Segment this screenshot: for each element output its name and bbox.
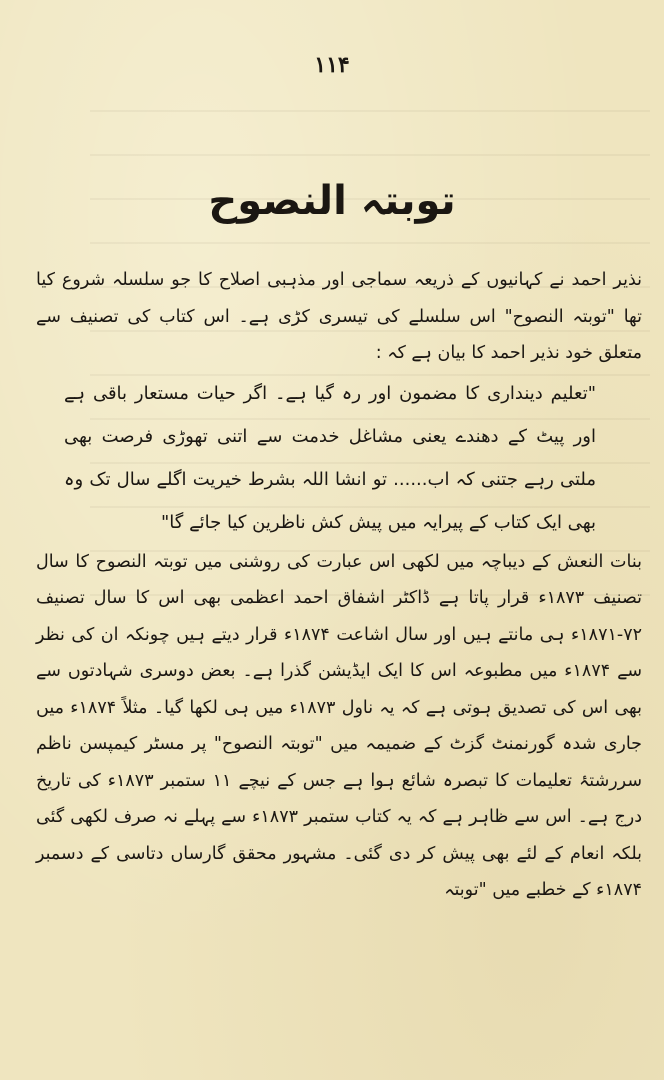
body-text xyxy=(36,262,642,909)
chapter-title: توبتہ النصوح xyxy=(208,178,456,224)
page-number: ۱۱۴ xyxy=(314,52,350,78)
main-paragraph: بنات النعش کے دیباچہ میں لکھی اس عبارت کی روشنی میں توبتہ النصوح کا سال تصنیف ۱۸۷۳ء قرار پاتا ہے ڈاکٹر اشفاق احمد اعظمی بھی اس کا سال تصنیف ۷۲-۱۸۷۱ء ہی مانتے ہیں اور سال اشاعت ۱۸۷۴ء قرار دیتے ہیں چونکہ ان کی نظر سے ۱۸۷۴ء میں مطبوعہ اس کا ایک ایڈیشن گذرا ہے۔ بعض دوسری شہادتوں سے بھی اس کی تصدیق ہوتی ہے کہ یہ ناول ۱۸۷۳ء میں ہی لکھا گیا۔ مثلاً ۱۸۷۴ء میں جاری شدہ گورنمنٹ گزٹ کے ضمیمہ میں "توبتہ النصوح" پر مسٹر کیمپسن ناظم سررشتۂ تعلیمات کا تبصرہ شائع ہوا ہے جس کے نیچے ۱۱ ستمبر ۱۸۷۳ء کی تاریخ درج ہے۔ اس سے ظاہر ہے کہ یہ کتاب ستمبر ۱۸۷۳ء سے پہلے نہ صرف لکھی گئی بلکہ انعام کے لئے بھی پیش کر دی گئی۔ مشہور محقق گارساں دتاسی کے دسمبر ۱۸۷۴ء کے خطبے میں "توبتہ xyxy=(36,551,643,900)
intro-paragraph: نذیر احمد نے کہانیوں کے ذریعہ سماجی اور مذہبی اصلاح کا جو سلسلہ شروع کیا تھا "توبتہ النصوح" اس سلسلے کی تیسری کڑی ہے۔ اس کتاب کی تصنیف سے متعلق خود نذیر احمد کا بیان ہے کہ : xyxy=(36,270,642,363)
quoted-passage: "تعلیم دینداری کا مضمون اور رہ گیا ہے۔ اگر حیات مستعار باقی ہے اور پیٹ کے دھندے یعنی مشاغل خدمت سے اتنی تھوڑی فرصت بھی ملتی رہے جتنی کہ اب...... تو انشا اللہ بشرط خیریت اگلے سال تک وہ بھی ایک کتاب کے پیرایہ میں پیش کش ناظرین کیا جائے گا" xyxy=(64,382,596,533)
